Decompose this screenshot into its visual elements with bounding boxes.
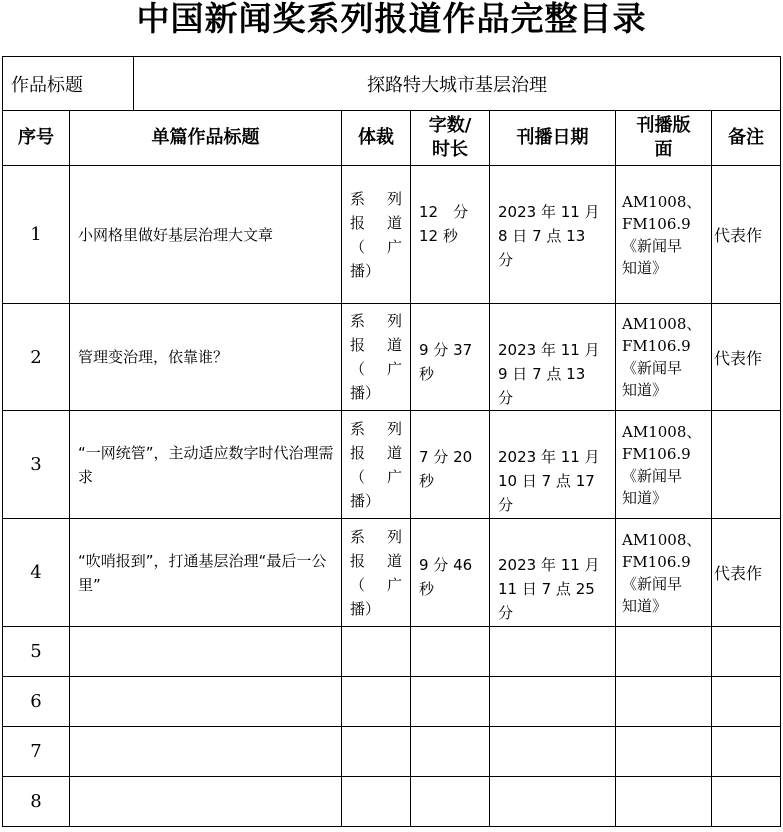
table-row: [3, 727, 781, 777]
row-date-line: 10 日 7 点 17: [498, 472, 595, 490]
row-length: [411, 304, 490, 411]
row-length-line: 7 分 20: [419, 448, 473, 466]
row-item-title: 管理变治理，依靠谁？: [70, 304, 342, 411]
table-row: [3, 166, 781, 304]
row-length-line: 秒: [419, 472, 435, 490]
row-date: [490, 727, 616, 777]
row-outlet-line: AM1008、: [622, 530, 702, 549]
row-date: [490, 411, 616, 519]
row-date: [490, 519, 616, 627]
row-seq: 7: [3, 727, 70, 777]
row-note: 代表作: [712, 304, 781, 411]
row-outlet: [616, 727, 712, 777]
col-header-outlet: [616, 111, 712, 166]
row-genre-line: 系 列: [350, 189, 402, 208]
row-outlet-line: 知道》: [622, 596, 668, 615]
row-item-title: “一网统管”，主动适应数字时代治理需求: [70, 411, 342, 519]
row-genre: [342, 411, 411, 519]
row-length-line: 秒: [419, 365, 435, 383]
row-outlet-line: 《新闻早: [622, 236, 683, 255]
row-item-title: [70, 777, 342, 827]
row-length-line: 秒: [419, 580, 435, 598]
table-row: [3, 304, 781, 411]
row-genre: [342, 166, 411, 304]
row-seq: 8: [3, 777, 70, 827]
col-header-outlet-line2: 面: [654, 139, 673, 160]
col-header-item-title: 单篇作品标题: [70, 111, 342, 166]
row-date-line: 分: [498, 251, 514, 269]
row-genre-line: 系 列: [350, 527, 402, 546]
row-outlet: [616, 777, 712, 827]
row-date-line: 分: [498, 496, 514, 514]
table-row: [3, 411, 781, 519]
row-seq: 2: [3, 304, 70, 411]
row-genre: [342, 677, 411, 727]
row-length: [411, 777, 490, 827]
col-header-note: 备注: [712, 111, 781, 166]
col-header-outlet-line1: 刊播版: [636, 115, 691, 136]
table-row: [3, 677, 781, 727]
row-genre-line: 报 道: [350, 551, 402, 570]
row-date-line: 2023 年 11 月: [498, 556, 600, 574]
row-genre-line: 系 列: [350, 419, 402, 438]
row-note: [712, 727, 781, 777]
row-date-line: 分: [498, 604, 514, 622]
row-seq: 3: [3, 411, 70, 519]
row-seq: 1: [3, 166, 70, 304]
row-item-title: 小网格里做好基层治理大文章: [70, 166, 342, 304]
document-title: 中国新闻奖系列报道作品完整目录: [136, 0, 647, 38]
row-length: [411, 677, 490, 727]
row-outlet: [616, 677, 712, 727]
row-length-line: 9 分 37: [419, 341, 473, 359]
row-length: [411, 627, 490, 677]
row-outlet-line: FM106.9: [622, 552, 691, 571]
row-seq: 6: [3, 677, 70, 727]
table-row: [3, 777, 781, 827]
row-date: [490, 677, 616, 727]
row-genre-line: 播）: [350, 261, 381, 280]
row-date-line: 2023 年 11 月: [498, 341, 600, 359]
row-length: [411, 166, 490, 304]
row-note: 代表作: [712, 519, 781, 627]
row-date-line: 2023 年 11 月: [498, 203, 600, 221]
row-outlet-line: AM1008、: [622, 315, 702, 333]
row-outlet-line: 《新闻早: [622, 359, 683, 377]
row-outlet-line: 《新闻早: [622, 466, 683, 485]
work-title-row: [3, 57, 781, 111]
row-length-line: 12 秒: [419, 227, 458, 245]
row-note: 代表作: [712, 166, 781, 304]
row-outlet-line: FM106.9: [622, 444, 691, 463]
row-genre: [342, 519, 411, 627]
row-genre: [342, 727, 411, 777]
row-outlet-line: AM1008、: [622, 422, 702, 441]
row-date: [490, 166, 616, 304]
row-genre-line: 报 道: [350, 336, 402, 354]
row-genre-line: （ 广: [350, 575, 402, 594]
row-outlet-line: FM106.9: [622, 337, 691, 355]
row-outlet: [616, 166, 712, 304]
row-note: [712, 777, 781, 827]
row-genre-line: 播）: [350, 384, 381, 402]
row-genre-line: 报 道: [350, 213, 402, 232]
row-seq: 5: [3, 627, 70, 677]
row-date: [490, 627, 616, 677]
row-outlet: [616, 304, 712, 411]
row-outlet: [616, 411, 712, 519]
row-genre: [342, 304, 411, 411]
row-genre-line: 报 道: [350, 443, 402, 462]
row-seq: 4: [3, 519, 70, 627]
work-title-label: 作品标题: [3, 57, 134, 111]
row-genre-line: （ 广: [350, 237, 402, 256]
col-header-length-line1: 字数/: [428, 115, 472, 136]
row-note: [712, 411, 781, 519]
row-genre-line: 系 列: [350, 312, 402, 330]
work-title-value: 探路特大城市基层治理: [134, 57, 781, 111]
row-genre-line: （ 广: [350, 467, 402, 486]
row-length: [411, 519, 490, 627]
row-genre-line: 播）: [350, 599, 381, 618]
row-genre-line: （ 广: [350, 360, 402, 378]
row-length-line: 12 分: [419, 203, 469, 221]
row-date: [490, 304, 616, 411]
row-item-title: [70, 727, 342, 777]
row-item-title: [70, 677, 342, 727]
row-outlet-line: FM106.9: [622, 214, 691, 233]
row-outlet: [616, 519, 712, 627]
row-item-title: [70, 627, 342, 677]
row-genre-line: 播）: [350, 491, 381, 510]
catalog-table: [2, 56, 781, 827]
table-row: [3, 627, 781, 677]
row-date-line: 分: [498, 389, 514, 407]
row-outlet-line: 《新闻早: [622, 574, 683, 593]
row-item-title: “吹哨报到”，打通基层治理“最后一公里”: [70, 519, 342, 627]
col-header-length: [411, 111, 490, 166]
row-date-line: 11 日 7 点 25: [498, 580, 595, 598]
row-date-line: 8 日 7 点 13: [498, 227, 586, 245]
col-header-date: 刊播日期: [490, 111, 616, 166]
col-header-length-line2: 时长: [432, 139, 468, 160]
row-outlet: [616, 627, 712, 677]
table-row: [3, 519, 781, 627]
row-length-line: 9 分 46: [419, 556, 473, 574]
row-outlet-line: 知道》: [622, 488, 668, 507]
row-note: [712, 627, 781, 677]
row-genre: [342, 627, 411, 677]
row-date-line: 2023 年 11 月: [498, 448, 600, 466]
row-outlet-line: 知道》: [622, 381, 668, 399]
row-date: [490, 777, 616, 827]
col-header-genre: 体裁: [342, 111, 411, 166]
row-outlet-line: 知道》: [622, 258, 668, 277]
row-length: [411, 727, 490, 777]
row-outlet-line: AM1008、: [622, 192, 702, 211]
column-header-row: [3, 111, 781, 166]
row-date-line: 9 日 7 点 13: [498, 365, 586, 383]
row-length: [411, 411, 490, 519]
row-genre: [342, 777, 411, 827]
row-note: [712, 677, 781, 727]
col-header-seq: 序号: [3, 111, 70, 166]
